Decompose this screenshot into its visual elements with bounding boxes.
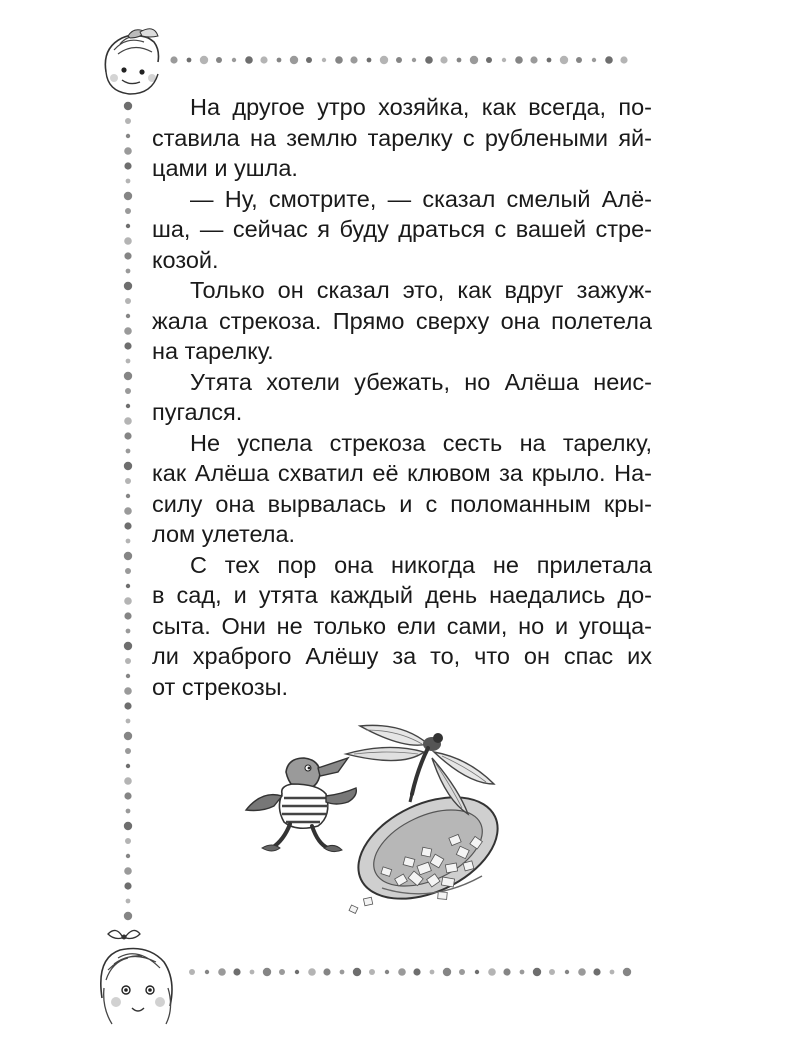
- decor-dot: [547, 58, 552, 63]
- decor-dot: [126, 449, 131, 454]
- decor-dot: [125, 838, 131, 844]
- decor-dot: [306, 57, 312, 63]
- decor-dot: [125, 748, 131, 754]
- girl-face-corner-icon: [105, 29, 158, 94]
- decor-dot: [126, 674, 130, 678]
- decor-dot: [350, 56, 357, 63]
- decor-dot: [124, 552, 132, 560]
- bottom-dot-row: [189, 968, 631, 976]
- duckling-icon: [246, 758, 356, 852]
- decor-dot: [124, 147, 132, 155]
- decor-dot: [515, 56, 523, 64]
- decor-dot: [124, 867, 132, 875]
- text-line: На другое утро хозяйка, как всегда, по-: [190, 94, 652, 120]
- decor-dot: [353, 968, 361, 976]
- decor-dot: [124, 522, 131, 529]
- text-line: — Ну, смотрите, — сказал смелый Алё-: [190, 185, 652, 212]
- decor-dot: [124, 417, 132, 425]
- decor-dot: [126, 404, 130, 408]
- decor-dot: [576, 57, 582, 63]
- decor-dot: [322, 58, 326, 62]
- decor-dot: [459, 969, 465, 975]
- decor-dot: [124, 252, 131, 259]
- decor-dot: [530, 56, 537, 63]
- decor-dot: [125, 208, 131, 214]
- decor-dot: [126, 269, 131, 274]
- decor-dot: [250, 970, 255, 975]
- decor-dot: [430, 970, 435, 975]
- story-paragraph: [152, 550, 652, 703]
- decor-dot: [126, 359, 131, 364]
- decor-dot: [189, 969, 195, 975]
- top-dot-row: [170, 56, 627, 64]
- decor-dot: [340, 970, 345, 975]
- decor-dot: [126, 629, 131, 634]
- decor-dot: [187, 58, 192, 63]
- decor-dot: [124, 192, 132, 200]
- decor-dot: [125, 478, 131, 484]
- decor-dot: [503, 968, 510, 975]
- decor-dot: [290, 56, 298, 64]
- decor-dot: [218, 968, 226, 976]
- text-line: как Алёша схватил её клювом за крыло. На-: [152, 460, 652, 486]
- decor-dot: [124, 597, 132, 605]
- decor-dot: [124, 792, 131, 799]
- text-line: Утята хотели убежать, но Алёша неис-: [190, 368, 652, 395]
- decor-dot: [126, 494, 130, 498]
- text-line: Только он сказал это, как вдруг зажуж-: [190, 277, 652, 303]
- decor-dot: [126, 809, 131, 814]
- decor-dot: [396, 57, 402, 63]
- text-line: пугался.: [152, 399, 243, 425]
- decor-dot: [593, 968, 600, 975]
- decor-dot: [457, 58, 462, 63]
- left-dot-column: [124, 102, 132, 920]
- decor-dot: [200, 56, 208, 64]
- decor-dot: [425, 56, 433, 64]
- decor-dot: [565, 970, 569, 974]
- decor-dot: [124, 777, 132, 785]
- story-paragraph: [152, 428, 652, 550]
- decor-dot: [443, 968, 451, 976]
- decor-dot: [520, 970, 525, 975]
- decor-dot: [126, 224, 130, 228]
- decor-dot: [125, 568, 131, 574]
- decor-dot: [126, 134, 130, 138]
- decor-dot: [308, 968, 316, 976]
- decor-dot: [533, 968, 541, 976]
- decor-dot: [620, 56, 627, 63]
- decor-dot: [124, 822, 132, 830]
- story-paragraph: [152, 92, 652, 184]
- text-line: ставила на землю тарелку с рублеными яй-: [152, 124, 652, 151]
- story-paragraph: [152, 184, 652, 276]
- text-line: ли храброго Алёшу за то, что он спас их: [152, 643, 652, 669]
- duckling-fights-dragonfly-illustration: [232, 698, 532, 923]
- decor-dot: [124, 702, 131, 709]
- decor-dot: [124, 327, 132, 335]
- decor-dot: [124, 612, 131, 619]
- text-line: от стрекозы.: [152, 673, 289, 700]
- story-paragraph: [152, 275, 652, 367]
- decor-dot: [216, 57, 222, 63]
- decor-dot: [125, 298, 131, 304]
- decor-dot: [398, 968, 406, 976]
- text-line: козой.: [152, 246, 219, 273]
- decor-dot: [263, 968, 271, 976]
- text-line: жала стрекоза. Прямо сверху она полетела: [152, 307, 652, 334]
- decor-dot: [486, 57, 492, 63]
- text-line: на тарелку.: [152, 338, 274, 364]
- decor-dot: [578, 968, 586, 976]
- decor-dot: [412, 58, 416, 62]
- decor-dot: [233, 968, 240, 975]
- decor-dot: [126, 584, 130, 588]
- decor-dot: [369, 969, 375, 975]
- decor-dot: [232, 58, 236, 62]
- decor-dot: [367, 58, 372, 63]
- text-line: С тех пор она никогда не прилетала: [190, 551, 652, 578]
- decor-dot: [440, 56, 447, 63]
- decor-dot: [623, 968, 631, 976]
- decor-dot: [124, 162, 131, 169]
- decor-dot: [124, 237, 132, 245]
- decor-dot: [124, 102, 132, 110]
- decor-dot: [125, 118, 131, 124]
- decor-dot: [323, 968, 330, 975]
- decor-dot: [124, 432, 131, 439]
- decor-dot: [605, 56, 613, 64]
- girl-face-with-bow-icon: [101, 930, 172, 1024]
- decor-dot: [126, 179, 131, 184]
- decor-dot: [475, 970, 479, 974]
- decor-dot: [126, 539, 131, 544]
- decor-dot: [560, 56, 568, 64]
- decor-dot: [295, 970, 299, 974]
- decor-dot: [260, 56, 267, 63]
- story-text: [152, 92, 652, 702]
- decor-dot: [245, 56, 253, 64]
- story-paragraph: [152, 367, 652, 428]
- decor-dot: [124, 372, 132, 380]
- decor-dot: [502, 58, 506, 62]
- decor-dot: [335, 56, 343, 64]
- decor-dot: [124, 507, 132, 515]
- decor-dot: [126, 314, 130, 318]
- decor-dot: [170, 56, 177, 63]
- text-line: цами и ушла.: [152, 155, 298, 181]
- decor-dot: [380, 56, 388, 64]
- decor-dot: [470, 56, 478, 64]
- decor-dot: [124, 732, 132, 740]
- decor-dot: [124, 462, 132, 470]
- decor-dot: [488, 968, 496, 976]
- decor-dot: [126, 899, 131, 904]
- text-line: силу она вырвалась и с поломанным кры-: [152, 490, 652, 517]
- decor-dot: [610, 970, 615, 975]
- text-line: лом улетела.: [152, 521, 296, 547]
- decor-dot: [205, 970, 209, 974]
- text-line: Не успела стрекоза сесть на тарелку,: [190, 429, 652, 456]
- decor-dot: [413, 968, 420, 975]
- decor-dot: [549, 969, 555, 975]
- decor-dot: [125, 658, 131, 664]
- decor-dot: [277, 58, 282, 63]
- decor-dot: [124, 912, 132, 920]
- decor-dot: [592, 58, 596, 62]
- decor-dot: [126, 764, 130, 768]
- decor-dot: [279, 969, 285, 975]
- text-line: ша, — сейчас я буду драться с вашей стре-: [152, 216, 652, 242]
- decor-dot: [124, 642, 132, 650]
- text-line: в сад, и утята каждый день наедались до-: [152, 582, 652, 608]
- decor-dot: [124, 342, 131, 349]
- decor-dot: [126, 719, 131, 724]
- decor-dot: [124, 882, 131, 889]
- decor-dot: [385, 970, 389, 974]
- decor-dot: [124, 282, 132, 290]
- decor-dot: [125, 388, 131, 394]
- decor-dot: [126, 854, 130, 858]
- decor-dot: [124, 687, 132, 695]
- text-line: сыта. Они не только ели сами, но и угоща-: [152, 612, 652, 639]
